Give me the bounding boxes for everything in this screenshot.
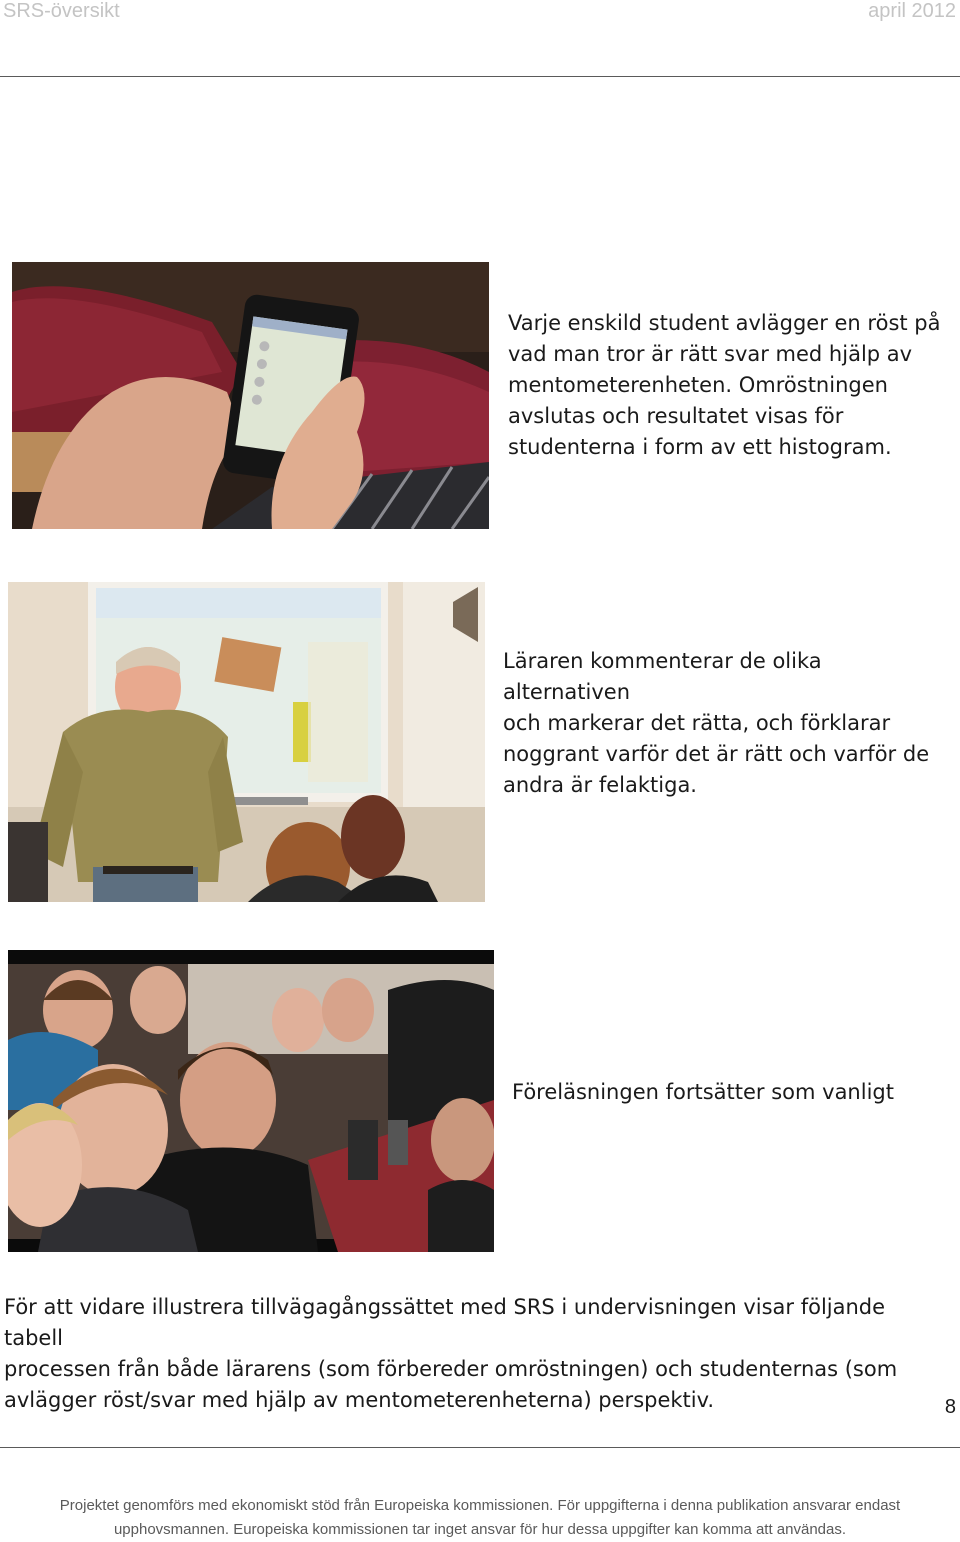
caption-line: noggrant varför det är rätt och varför de <box>503 742 930 766</box>
header-divider <box>0 76 960 77</box>
body-line: För att vidare illustrera tillvägagångssättet med SRS i undervisningen visar följande tabell <box>4 1295 886 1350</box>
caption-line: Föreläsningen fortsätter som vanligt <box>512 1080 894 1104</box>
lecture-students-photo <box>8 950 494 1252</box>
header-title: SRS-översikt <box>3 0 120 22</box>
student-phone-photo <box>12 262 489 529</box>
caption-teacher-whiteboard <box>503 646 953 801</box>
page-number: 8 <box>944 1396 956 1418</box>
footer-divider <box>0 1447 960 1448</box>
caption-student-phone <box>508 308 948 463</box>
caption-line: och markerar det rätta, och förklarar <box>503 711 891 735</box>
body-line: avlägger röst/svar med hjälp av mentometerenheterna) perspektiv. <box>4 1388 715 1412</box>
caption-line: vad man tror är rätt svar med hjälp av <box>508 342 913 366</box>
teacher-whiteboard-photo <box>8 582 485 902</box>
caption-line: andra är felaktiga. <box>503 773 697 797</box>
caption-line: avslutas och resultatet visas för <box>508 404 844 428</box>
body-paragraph <box>4 1292 944 1416</box>
footer-line: upphovsmannen. Europeiska kommissionen tar inget ansvar för hur dessa uppgifter kan komma att användas. <box>113 1521 847 1538</box>
caption-line: studenterna i form av ett histogram. <box>508 435 892 459</box>
caption-line: Varje enskild student avlägger en röst på <box>508 311 941 335</box>
caption-lecture-students <box>512 1077 942 1108</box>
body-line: processen från både lärarens (som förbereder omröstningen) och studenternas (som <box>4 1357 898 1381</box>
caption-line: mentometerenheten. Omröstningen <box>508 373 888 397</box>
header-date: april 2012 <box>868 0 956 22</box>
footer-disclaimer <box>0 1494 960 1542</box>
caption-line: Läraren kommenterar de olika alternativen <box>503 649 822 704</box>
footer-line: Projektet genomförs med ekonomiskt stöd från Europeiska kommissionen. För uppgifterna i denna publikation ansvarar endast <box>59 1497 901 1514</box>
